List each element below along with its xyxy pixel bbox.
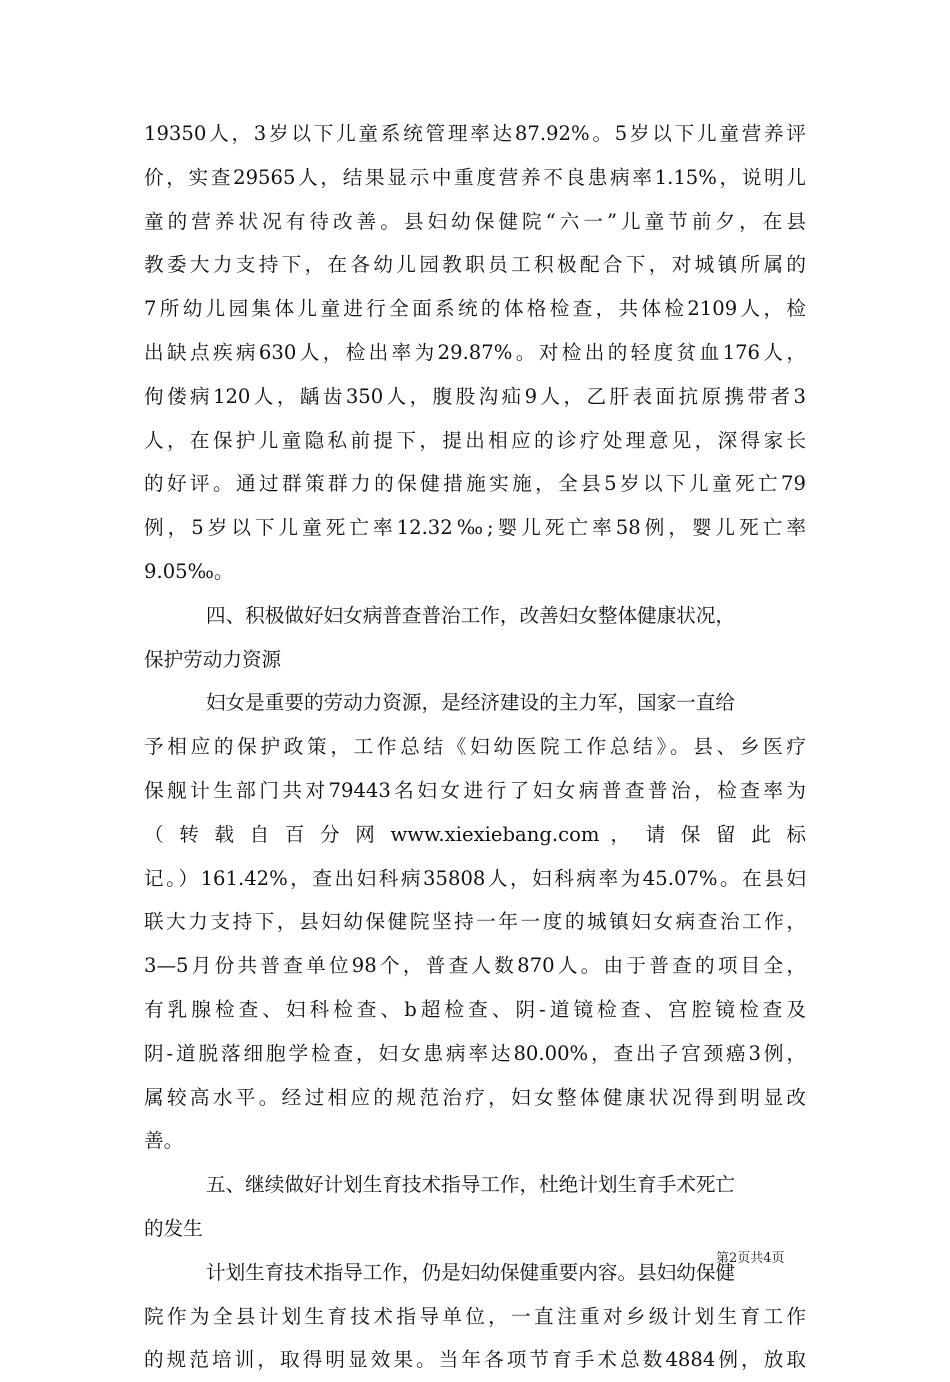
text-line: 例，5岁以下儿童死亡率12.32‰;婴儿死亡率58例，婴儿死亡率 bbox=[144, 516, 806, 540]
text-line: 9.05‰。 bbox=[144, 559, 234, 583]
text-line: 价，实查29565人，结果显示中重度营养不良患病率1.15%，说明儿 bbox=[144, 165, 806, 189]
text-line: 的好评。通过群策群力的保健措施实施，全县5岁以下儿童死亡79 bbox=[144, 472, 806, 496]
document-body bbox=[144, 112, 806, 1382]
text-line: 记。）161.42%，查出妇科病35808人，妇科病率为45.07%。在县妇 bbox=[144, 866, 806, 890]
text-line: 教委大力支持下，在各幼儿园教职员工积极配合下，对城镇所属的 bbox=[144, 253, 806, 277]
page-number-footer: 第2页共4页 bbox=[716, 1251, 785, 1266]
text-line: 属较高水平。经过相应的规范治疗，妇女整体健康状况得到明显改 bbox=[144, 1085, 806, 1109]
text-line: （ 转 载 自 百 分 网 www.xiexiebang.com ， 请 保 留 此 标 bbox=[144, 822, 806, 846]
text-line: 的规范培训，取得明显效果。当年各项节育手术总数4884例，放取 bbox=[144, 1348, 806, 1372]
text-line: 妇女是重要的劳动力资源，是经济建设的主力军，国家一直给 bbox=[206, 691, 736, 715]
text-line: 3—5月份共普查单位98个，普查人数870人。由于普查的项目全， bbox=[144, 954, 806, 978]
text-line: 有乳腺检查、妇科检查、b超检查、阴-道镜检查、宫腔镜检查及 bbox=[144, 997, 806, 1021]
text-line: 善。 bbox=[144, 1129, 184, 1153]
text-line: 院作为全县计划生育技术指导单位，一直注重对乡级计划生育工作 bbox=[144, 1304, 806, 1328]
text-line: 保护劳动力资源 bbox=[144, 647, 282, 671]
text-line: 予相应的保护政策，工作总结《妇幼医院工作总结》。县、乡医疗 bbox=[144, 735, 806, 759]
text-line: 出缺点疾病630人，检出率为29.87%。对检出的轻度贫血176人， bbox=[144, 340, 806, 364]
text-line: 保舰计生部门共对79443名妇女进行了妇女病普查普治，检查率为 bbox=[144, 778, 806, 802]
text-line: 19350人，3岁以下儿童系统管理率达87.92%。5岁以下儿童营养评 bbox=[144, 122, 806, 145]
text-line: 的发生 bbox=[144, 1216, 203, 1240]
text-line: 阴-道脱落细胞学检查，妇女患病率达80.00%，查出子宫颈癌3例， bbox=[144, 1041, 806, 1065]
text-line: 童的营养状况有待改善。县妇幼保健院“六一”儿童节前夕，在县 bbox=[144, 209, 806, 233]
text-line: 7所幼儿园集体儿童进行全面系统的体格检查，共体检2109人，检 bbox=[144, 297, 806, 321]
text-line: 联大力支持下，县妇幼保健院坚持一年一度的城镇妇女病查治工作， bbox=[144, 910, 806, 934]
text-line: 五、继续做好计划生育技术指导工作，杜绝计划生育手术死亡 bbox=[206, 1173, 736, 1197]
text-line: 人，在保护儿童隐私前提下，提出相应的诊疗处理意见，深得家长 bbox=[144, 428, 806, 452]
text-line: 佝偻病120人，龋齿350人，腹股沟疝9人，乙肝表面抗原携带者3 bbox=[144, 384, 806, 408]
text-line: 计划生育技术指导工作，仍是妇幼保健重要内容。县妇幼保健 bbox=[206, 1260, 736, 1284]
text-line: 四、积极做好妇女病普查普治工作，改善妇女整体健康状况， bbox=[206, 603, 736, 627]
